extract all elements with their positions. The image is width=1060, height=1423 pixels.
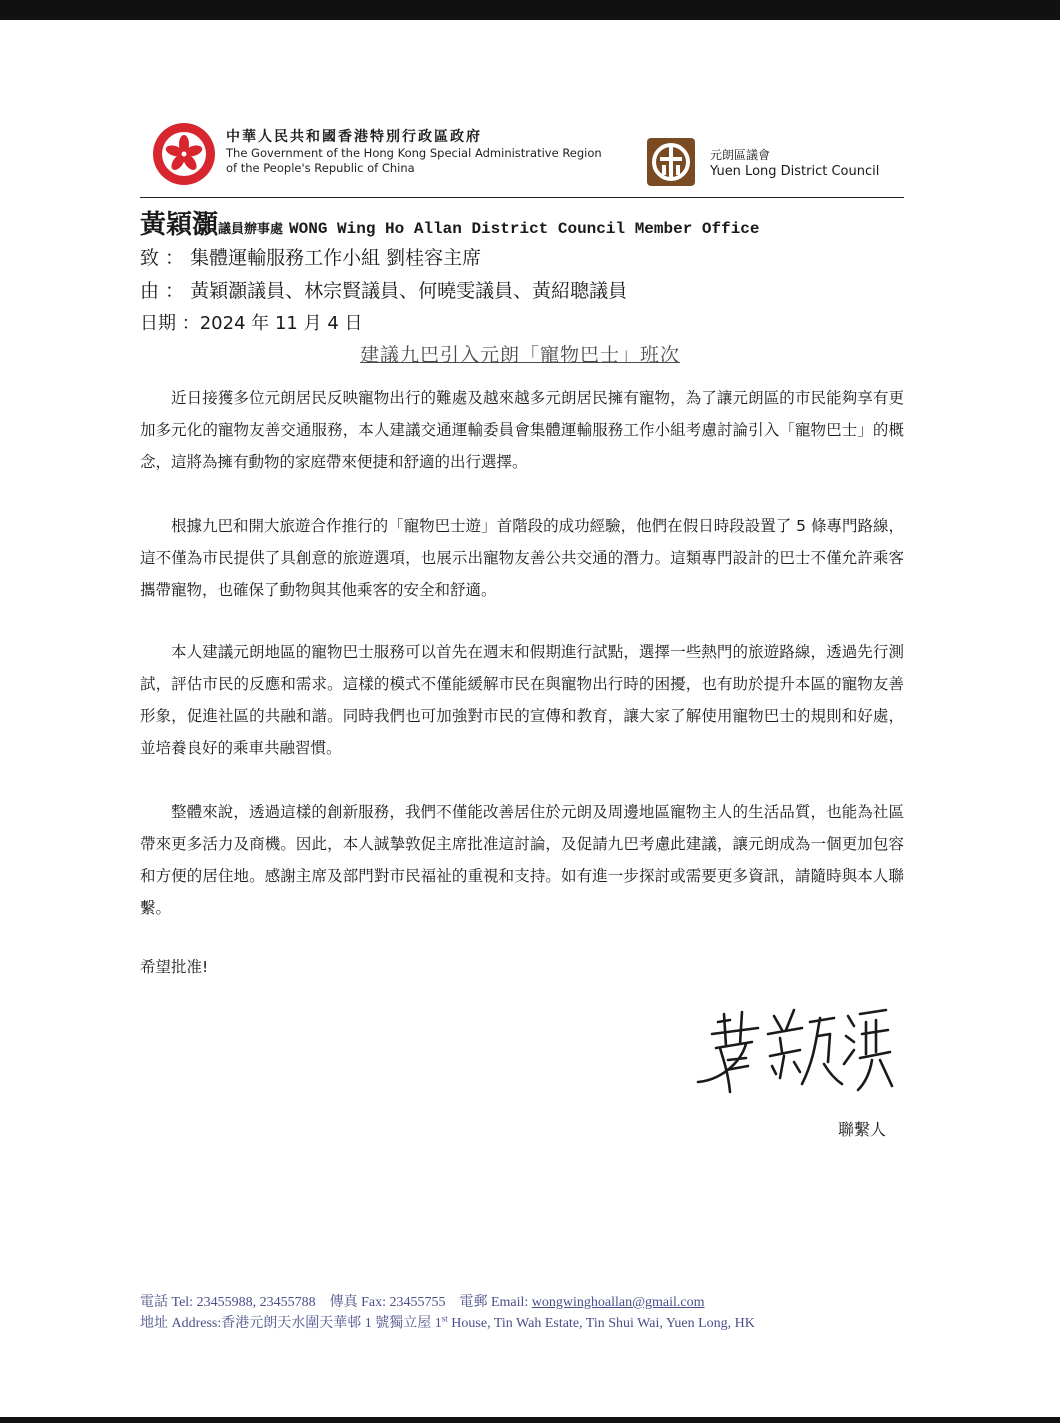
footer-address-start: 地址 Address:香港元朗天水圍天華邨 1 號獨立屋 1	[140, 1316, 442, 1331]
office-heading	[140, 204, 760, 241]
date-line: 日期 ：2024 年 11 月 4 日	[140, 313, 363, 334]
district-council-name-zh: 元朗區議會	[710, 148, 771, 162]
sender-line: 由 ： 黃穎灝議員、林宗賢議員、何曉雯議員、黃紹聰議員	[140, 280, 628, 302]
recipient-line: 致 ： 集體運輸服務工作小組 劉桂容主席	[140, 247, 482, 269]
body-paragraph-1: 近日接獲多位元朗居民反映寵物出行的難處及越來越多元朗居民擁有寵物，為了讓元朗區的市民能夠享有更加多元化的寵物友善交通服務，本人建議交通運輸委員會集體運輸服務工作小組考慮討論引入「寵物巴士」的概念，這將為擁有動物的家庭帶來便捷和舒適的出行選擇。	[140, 389, 904, 471]
closing-remark: 希望批准!	[140, 958, 209, 976]
footer-contact-line	[140, 1291, 920, 1311]
footer-fax: 傳真 Fax: 23455755	[329, 1295, 446, 1310]
government-heading	[226, 128, 626, 176]
footer-email-link[interactable]: wongwinghoallan@gmail.com	[531, 1295, 705, 1310]
handwritten-signature	[690, 1000, 900, 1100]
government-name-zh: 中華人民共和國香港特別行政區政府	[226, 129, 482, 145]
footer-tel: 電話 Tel: 23455988, 23455788	[140, 1295, 316, 1310]
government-name-en-line2: of the People's Republic of China	[226, 161, 415, 175]
body-paragraph-2: 根據九巴和開大旅遊合作推行的「寵物巴士遊」首階段的成功經驗，他們在假日時段設置了 5 條專門路線，這不僅為市民提供了具創意的旅遊選項，也展示出寵物友善公共交通的潛力。這類專門設計的巴士不僅允許乘客攜帶寵物，也確保了動物與其他乘客的安全和舒適。	[140, 517, 904, 599]
body-paragraph-4: 整體來說，透過這樣的創新服務，我們不僅能改善居住於元朗及周邊地區寵物主人的生活品質，也能為社區帶來更多活力及商機。因此，本人誠摯敦促主席批准這討論，及促請九巴考慮此建議，讓元朗成為一個更加包容和方便的居住地。感謝主席及部門對市民福祉的重視和支持。如有進一步探討或需要更多資訊，請隨時與本人聯繫。	[140, 803, 904, 917]
top-frame-bar	[0, 0, 1060, 20]
header-divider	[140, 197, 904, 198]
councillor-name-zh: 黃穎灝	[140, 210, 219, 240]
footer-email-label: 電郵 Email:	[459, 1295, 529, 1310]
footer-address-line	[140, 1312, 920, 1332]
district-council-heading	[710, 148, 879, 180]
hksar-emblem-icon	[152, 122, 216, 186]
government-name-en-line1: The Government of the Hong Kong Special Administrative Region	[226, 146, 602, 160]
office-name-en: WONG Wing Ho Allan District Council Member Office	[289, 220, 760, 238]
contact-person-label: 聯繫人	[838, 1120, 887, 1139]
footer-address-end: House, Tin Wah Estate, Tin Shui Wai, Yuen Long, HK	[447, 1316, 755, 1331]
letter-title: 建議九巴引入元朗「寵物巴士」班次	[359, 344, 680, 366]
body-paragraph-3: 本人建議元朗地區的寵物巴士服務可以首先在週末和假期進行試點，選擇一些熱門的旅遊路線，透過先行測試，評估市民的反應和需求。這樣的模式不僅能緩解市民在與寵物出行時的困擾，也有助於提升本區的寵物友善形象，促進社區的共融和諧。同時我們也可加強對市民的宣傳和教育，讓大家了解使用寵物巴士的規則和好處，並培養良好的乘車共融習慣。	[140, 643, 904, 757]
district-council-name-en: Yuen Long District Council	[710, 164, 880, 179]
bottom-frame-line	[0, 1417, 1060, 1423]
footer-address-superscript: st	[441, 1313, 448, 1324]
office-suffix-zh: 議員辦事處	[218, 222, 284, 237]
district-council-logo-icon	[646, 137, 696, 187]
